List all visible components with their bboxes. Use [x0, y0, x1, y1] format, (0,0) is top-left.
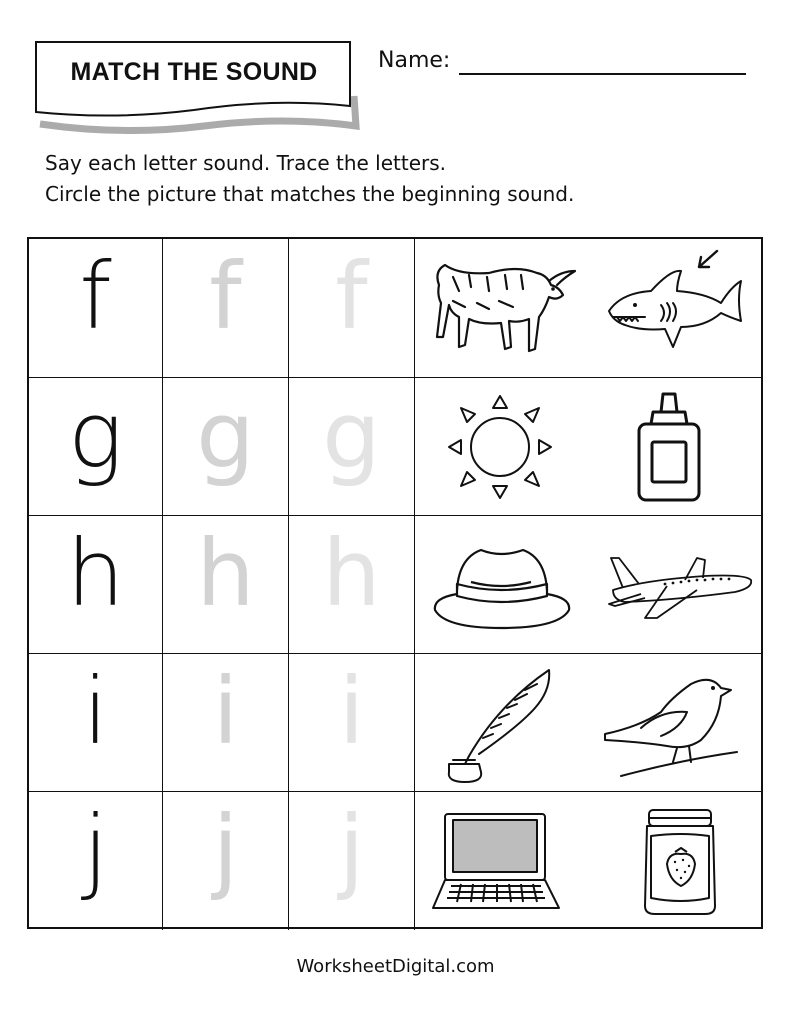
- name-field[interactable]: [459, 73, 746, 75]
- trace-cell[interactable]: [163, 378, 289, 516]
- trace-cell[interactable]: [163, 239, 289, 377]
- picture-cell: [415, 654, 761, 792]
- trace-letter: g: [196, 382, 255, 489]
- letter-g: g: [67, 382, 124, 489]
- trace-cell[interactable]: [163, 792, 289, 930]
- trace-letter: f: [209, 243, 242, 350]
- laptop-icon[interactable]: [431, 810, 561, 914]
- trace-cell[interactable]: [289, 378, 415, 516]
- trace-letter: g: [322, 382, 381, 489]
- letter-cell: [29, 516, 163, 654]
- sun-icon[interactable]: [443, 390, 557, 504]
- letter-cell: [29, 654, 163, 792]
- banner-frame: [34, 40, 364, 136]
- letter-cell: [29, 239, 163, 377]
- letter-i: i: [82, 658, 109, 765]
- picture-cell: [415, 239, 761, 377]
- grid-row: [29, 377, 761, 516]
- goat-icon[interactable]: [429, 257, 579, 361]
- instructions: [45, 148, 574, 210]
- jam-jar-icon[interactable]: [641, 808, 719, 916]
- picture-cell: [415, 792, 761, 930]
- grid-row: [29, 515, 761, 654]
- trace-letter: h: [196, 520, 255, 627]
- page-title: MATCH THE SOUND: [70, 58, 318, 86]
- glue-bottle-icon[interactable]: [633, 388, 705, 506]
- trace-cell[interactable]: [289, 516, 415, 654]
- trace-letter: f: [335, 243, 368, 350]
- airplane-icon[interactable]: [605, 540, 757, 624]
- letter-cell: [29, 792, 163, 930]
- grid-row: [29, 791, 761, 930]
- trace-letter: j: [338, 796, 365, 903]
- trace-cell[interactable]: [289, 792, 415, 930]
- letter-f: f: [79, 243, 112, 350]
- trace-cell[interactable]: [289, 239, 415, 377]
- instruction-line: Say each letter sound. Trace the letters.: [45, 151, 447, 175]
- footer-site: WorksheetDigital.com: [296, 956, 495, 977]
- bird-icon[interactable]: [601, 666, 741, 778]
- ink-quill-icon[interactable]: [439, 664, 559, 784]
- picture-cell: [415, 516, 761, 654]
- trace-letter: i: [212, 658, 239, 765]
- hat-icon[interactable]: [431, 540, 573, 632]
- grid-row: [29, 239, 761, 377]
- shark-icon[interactable]: [601, 247, 751, 359]
- trace-letter: j: [212, 796, 239, 903]
- letter-h: h: [66, 520, 125, 627]
- trace-letter: i: [338, 658, 365, 765]
- trace-cell[interactable]: [289, 654, 415, 792]
- trace-letter: h: [322, 520, 381, 627]
- name-label: Name:: [378, 48, 451, 73]
- title-banner: [34, 40, 354, 132]
- grid-row: [29, 653, 761, 792]
- worksheet-grid: [27, 237, 763, 929]
- letter-j: j: [82, 796, 109, 903]
- instruction-line: Circle the picture that matches the beginning sound.: [45, 182, 575, 206]
- trace-cell[interactable]: [163, 516, 289, 654]
- trace-cell[interactable]: [163, 654, 289, 792]
- letter-cell: [29, 378, 163, 516]
- picture-cell: [415, 378, 761, 516]
